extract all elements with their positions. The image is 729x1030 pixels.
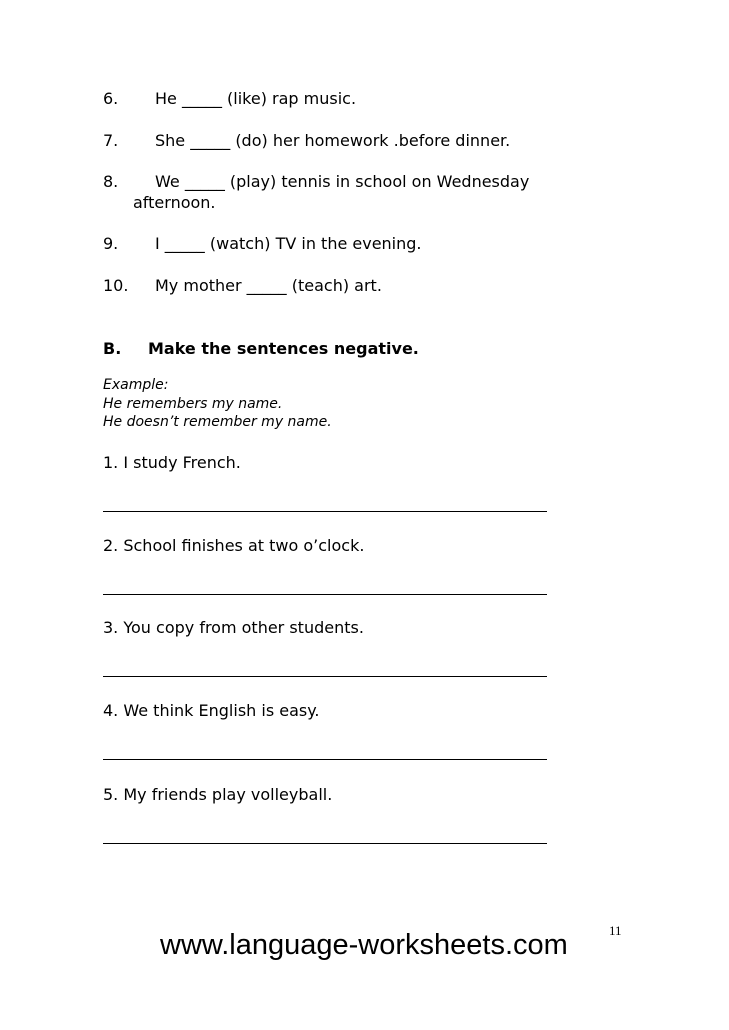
footer-url[interactable]: www.language-worksheets.com (160, 929, 568, 961)
answer-line[interactable] (103, 843, 547, 844)
answer-line[interactable] (103, 759, 547, 760)
item-number: 7. (103, 131, 119, 150)
item-number: 8. (103, 172, 119, 191)
section-title: Make the sentences negative. (148, 339, 419, 358)
item-sentence: 4. We think English is easy. (103, 701, 320, 720)
item-sentence: She _____ (do) her homework .before dinner. (155, 131, 511, 150)
item-sentence: I _____ (watch) TV in the evening. (155, 234, 422, 253)
example-label: Example: (103, 377, 169, 393)
item-sentence: We _____ (play) tennis in school on Wednesday (155, 172, 530, 191)
item-sentence-continuation: afternoon. (133, 193, 216, 212)
item-sentence: He _____ (like) rap music. (155, 89, 357, 108)
answer-line[interactable] (103, 511, 547, 512)
item-sentence: My mother _____ (teach) art. (155, 276, 382, 295)
example-answer: He doesn’t remember my name. (103, 414, 332, 430)
answer-line[interactable] (103, 676, 547, 677)
item-number: 10. (103, 276, 129, 295)
item-number: 9. (103, 234, 119, 253)
page-number: 11 (609, 923, 622, 938)
item-sentence: 5. My friends play volleyball. (103, 785, 333, 804)
section-letter: B. (103, 339, 122, 358)
item-number: 6. (103, 89, 119, 108)
item-sentence: 2. School finishes at two o’clock. (103, 536, 365, 555)
answer-line[interactable] (103, 594, 547, 595)
item-sentence: 1. I study French. (103, 453, 241, 472)
example-sentence: He remembers my name. (103, 396, 283, 412)
item-sentence: 3. You copy from other students. (103, 618, 364, 637)
